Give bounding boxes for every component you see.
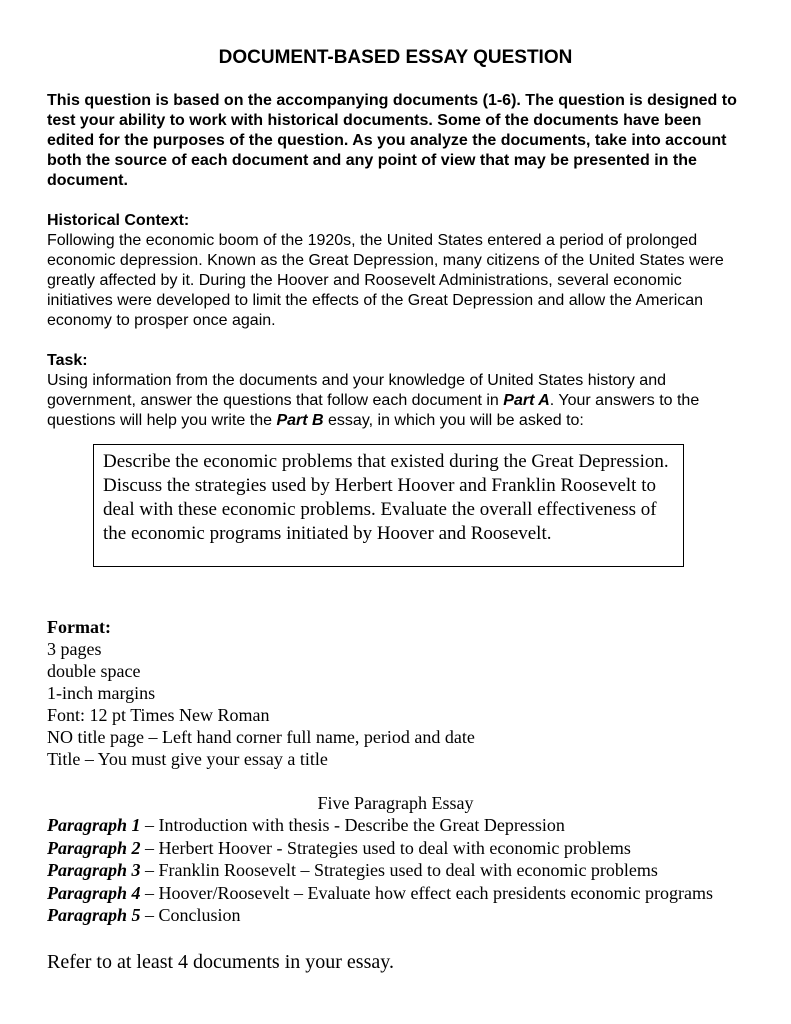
- paragraph-item: [47, 814, 747, 837]
- format-item: Title – You must give your essay a title: [47, 749, 328, 769]
- paragraph-item: [47, 904, 747, 927]
- format-item: NO title page – Left hand corner full name, period and date: [47, 727, 475, 747]
- part-a-label: Part A: [503, 392, 550, 409]
- format-item: Font: 12 pt Times New Roman: [47, 705, 270, 725]
- paragraph-description: – Herbert Hoover - Strategies used to deal with economic problems: [140, 837, 631, 858]
- paragraph-label: Paragraph 5: [47, 905, 141, 925]
- paragraph-item: [47, 859, 747, 882]
- task-text-3: essay, in which you will be asked to:: [323, 412, 584, 429]
- format-item: 3 pages: [47, 639, 102, 659]
- paragraph-description: – Hoover/Roosevelt – Evaluate how effect each presidents economic programs: [140, 882, 713, 903]
- paragraph-description: – Conclusion: [140, 905, 241, 925]
- task-text-1: Using information from the documents and your knowledge of United States history and government, answer the questions that follow each document in: [47, 372, 666, 409]
- document-title: DOCUMENT-BASED ESSAY QUESTION: [218, 47, 573, 68]
- paragraph-item: [47, 837, 747, 860]
- format-heading: Format:: [47, 617, 111, 637]
- intro-text: This question is based on the accompanying documents (1-6). The question is designed to test your ability to work with historical documents. Some of the documents have been edited for the purposes of the question. As you analyze the documents, take into account both the source of each document and any point of view that may be presented in the document.: [47, 92, 737, 189]
- paragraph-label: Paragraph 1: [47, 815, 141, 835]
- paragraph-label: Paragraph 2: [47, 837, 141, 858]
- task-heading: Task:: [47, 352, 88, 369]
- historical-context-heading: Historical Context:: [47, 212, 190, 229]
- paragraph-item: [47, 882, 747, 905]
- paragraph-label: Paragraph 4: [47, 882, 141, 903]
- refer-instruction: Refer to at least 4 documents in your essay.: [47, 951, 394, 973]
- task-text-2: . Your answers to the questions will help you write the: [47, 392, 700, 429]
- historical-context-body: Following the economic boom of the 1920s, the United States entered a period of prolonged economic depression. Known as the Great Depression, many citizens of the United States were greatly affected by it. During the Hoover and Roosevelt Administrations, several economic initiatives were developed to limit the effects of the Great Depression and allow the American economy to prosper once again.: [47, 232, 724, 329]
- paragraph-description: – Introduction with thesis - Describe the Great Depression: [140, 815, 565, 835]
- paragraph-label: Paragraph 3: [47, 860, 141, 880]
- part-b-label: Part B: [276, 412, 324, 429]
- essay-prompt-box: Describe the economic problems that existed during the Great Depression. Discuss the strategies used by Herbert Hoover and Franklin Roosevelt to deal with these economic problems. Evaluate the overall effectiveness of the economic programs initiated by Hoover and Roosevelt.: [93, 444, 684, 567]
- essay-structure-heading: Five Paragraph Essay: [317, 793, 474, 813]
- format-list: [47, 638, 747, 770]
- format-item: 1-inch margins: [47, 683, 156, 703]
- task-body: [47, 371, 747, 431]
- paragraph-list: [47, 814, 747, 927]
- format-item: double space: [47, 661, 141, 681]
- paragraph-description: – Franklin Roosevelt – Strategies used to deal with economic problems: [140, 860, 658, 880]
